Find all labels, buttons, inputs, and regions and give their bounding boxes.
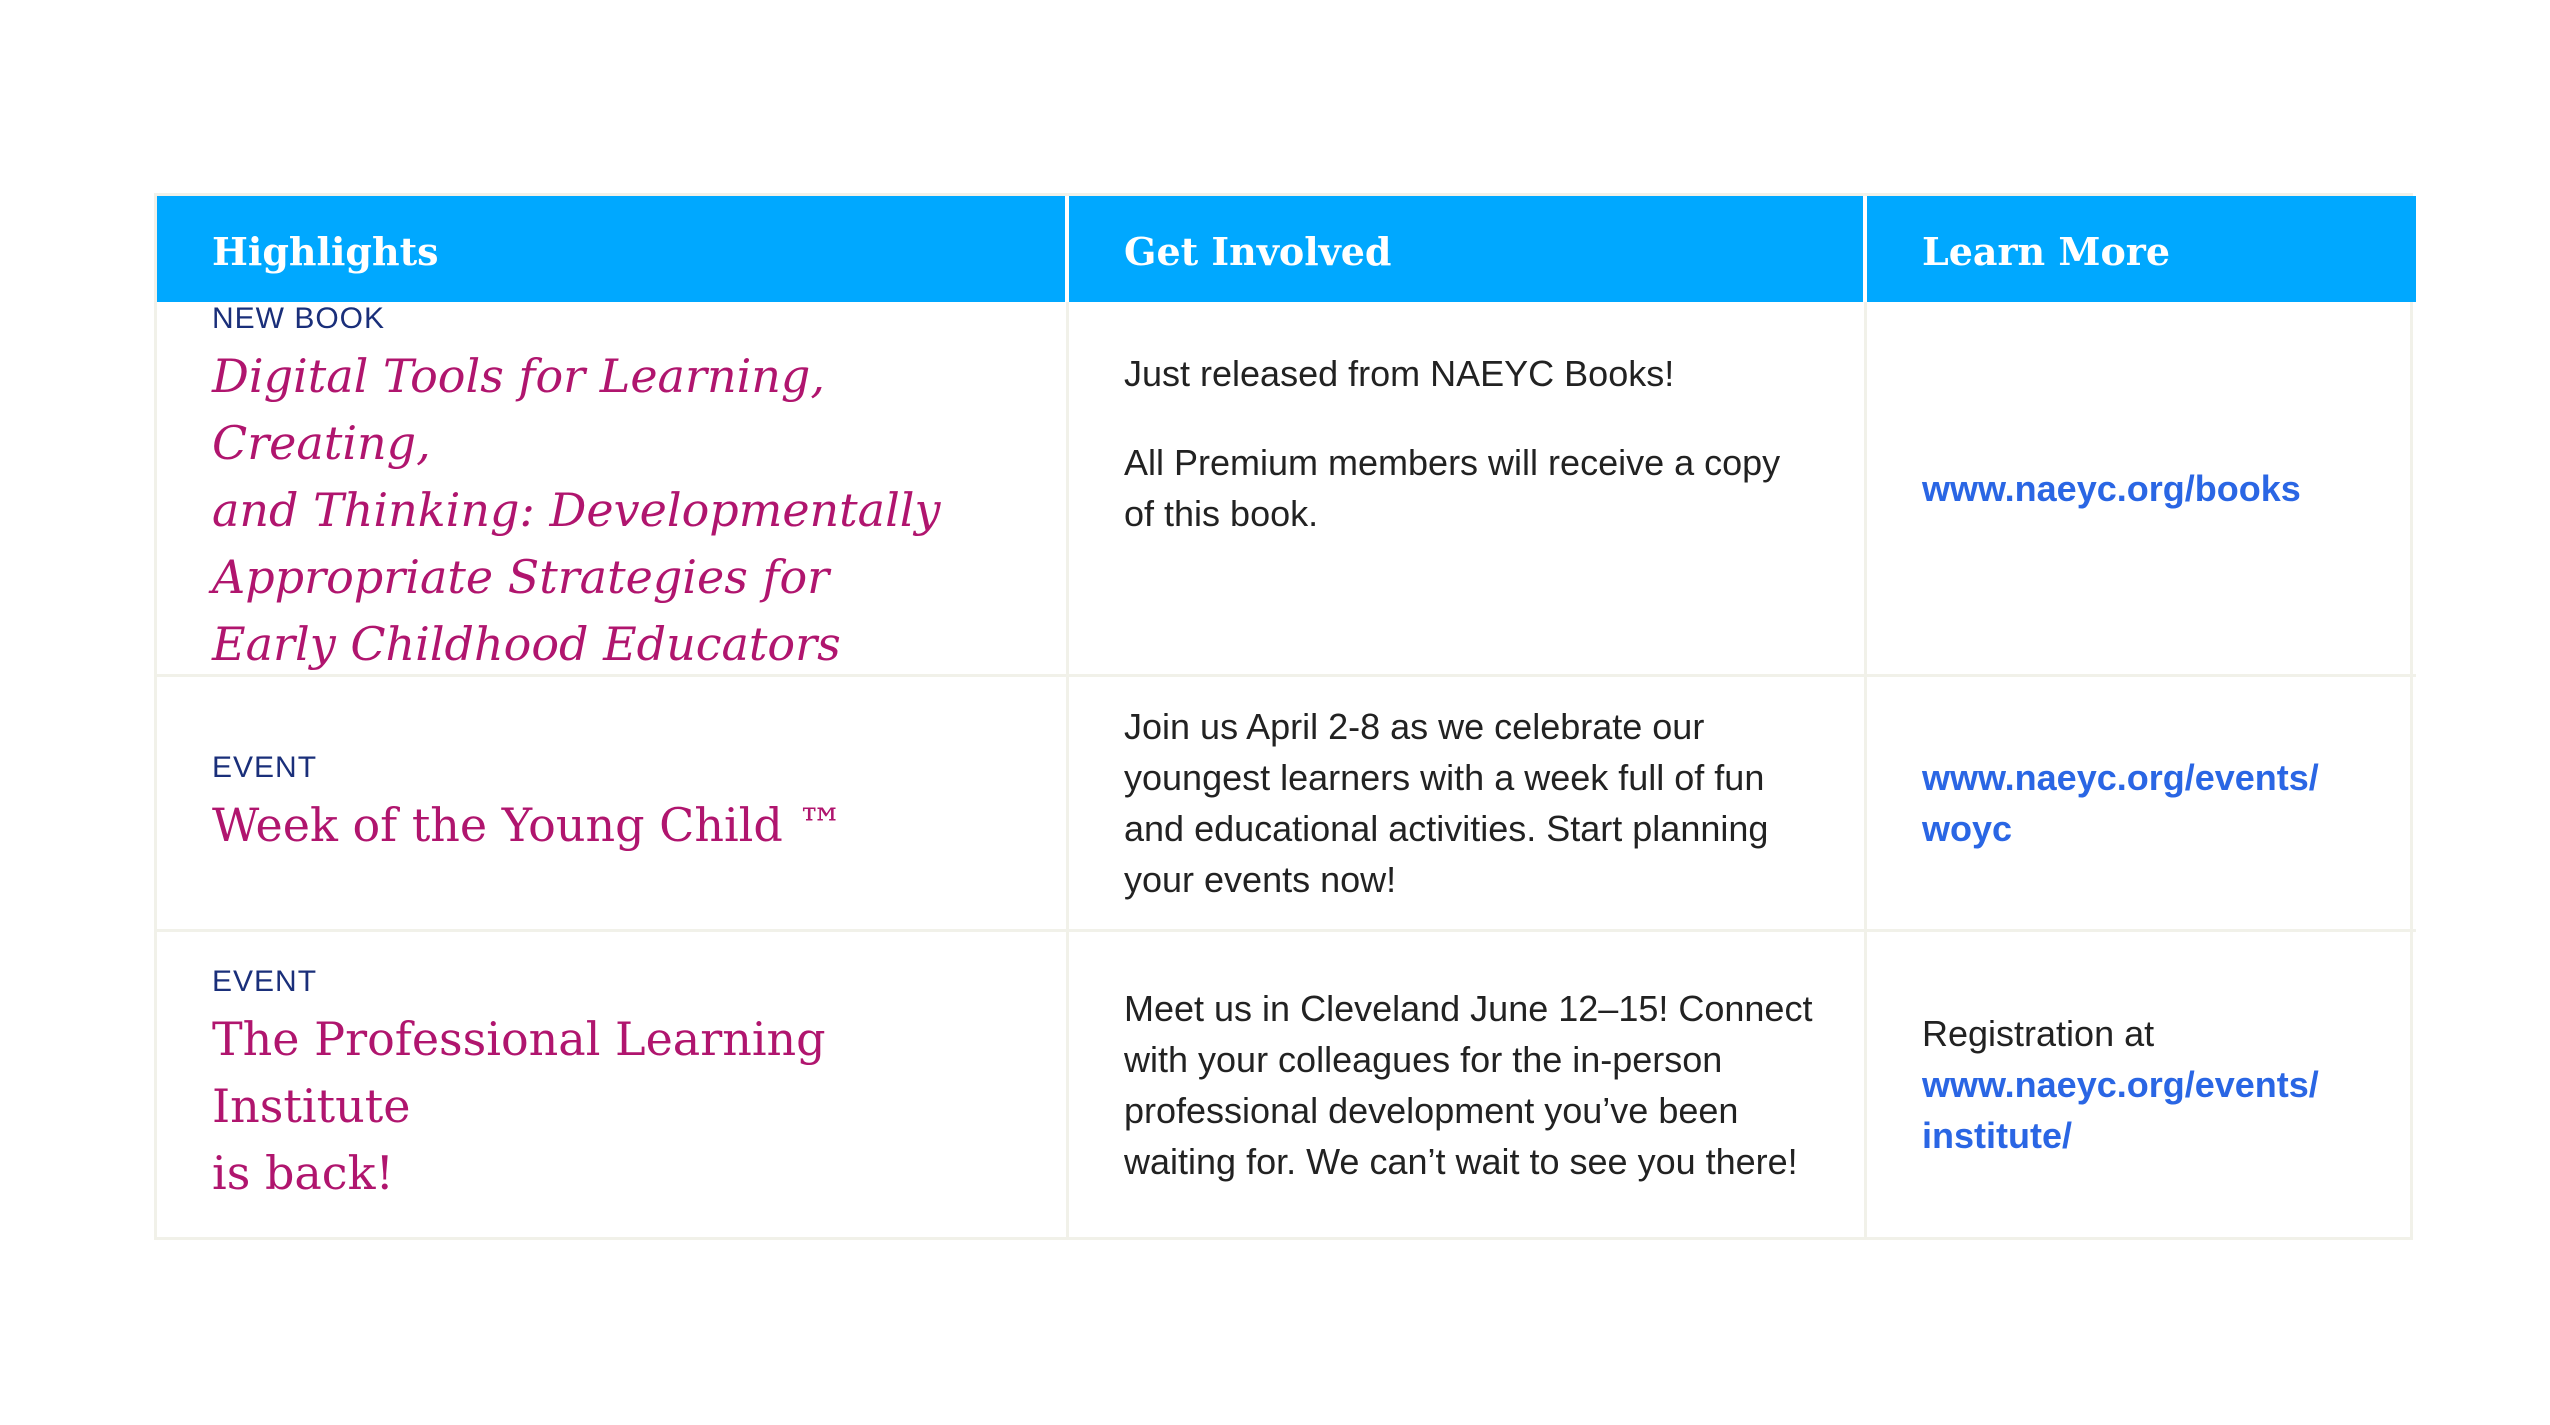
institute-link-line: www.naeyc.org/events/ bbox=[1922, 1064, 2319, 1105]
row-1-learn-more bbox=[1867, 302, 2416, 677]
row-2-highlight bbox=[157, 677, 1069, 932]
row-2-title bbox=[212, 792, 1026, 859]
row-1-title-line: Early Childhood Educators bbox=[212, 616, 841, 671]
row-2-title-line: Week of the Young Child ™ bbox=[212, 797, 844, 852]
header-get-involved: Get Involved bbox=[1069, 196, 1867, 302]
header-learn-more: Learn More bbox=[1867, 196, 2416, 302]
row-3-title-line: The Professional Learning Institute bbox=[212, 1012, 826, 1133]
registration-label: Registration at bbox=[1922, 1013, 2155, 1054]
row-3-learn-more bbox=[1867, 932, 2416, 1237]
row-3-highlight bbox=[157, 932, 1069, 1237]
institute-link[interactable] bbox=[1922, 1059, 2386, 1161]
row-2-learn-more bbox=[1867, 677, 2416, 932]
row-3-kicker: EVENT bbox=[212, 965, 318, 998]
row-1-get-involved bbox=[1069, 302, 1867, 677]
row-3-title-line: is back! bbox=[212, 1146, 394, 1200]
row-3-get-involved bbox=[1069, 932, 1867, 1237]
row-1-body-1: Just released from NAEYC Books! bbox=[1124, 353, 1675, 394]
woyc-link[interactable] bbox=[1922, 752, 2386, 854]
row-1-highlight bbox=[157, 302, 1069, 677]
header-highlights: Highlights bbox=[157, 196, 1069, 302]
row-1-kicker: NEW BOOK bbox=[212, 301, 386, 335]
row-1-title-line: Digital Tools for Learning, Creating, bbox=[212, 348, 825, 470]
row-1-body-2: All Premium members will receive a copy of this book. bbox=[1124, 442, 1781, 534]
row-1-title-line: Appropriate Strategies for bbox=[212, 549, 830, 604]
institute-link-line: institute/ bbox=[1922, 1115, 2072, 1156]
row-1-title-line: and Thinking: Developmentally bbox=[212, 482, 941, 537]
row-2-body: Join us April 2-8 as we celebrate our youngest learners with a week full of fun and educational activities. Start planning your events now! bbox=[1124, 706, 1769, 900]
row-2-kicker: EVENT bbox=[212, 750, 318, 784]
row-2-get-involved bbox=[1069, 677, 1867, 932]
woyc-link-line: woyc bbox=[1922, 808, 2013, 849]
row-3-body: Meet us in Cleveland June 12–15! Connect with your colleagues for the in-person professional development you’ve been waiting for. We can’t wait to see you there! bbox=[1124, 987, 1813, 1182]
row-1-title bbox=[212, 343, 1026, 678]
row-3-title bbox=[212, 1006, 1026, 1207]
highlights-table bbox=[154, 193, 2413, 1240]
woyc-link-line: www.naeyc.org/events/ bbox=[1922, 757, 2319, 798]
books-link[interactable]: www.naeyc.org/books bbox=[1922, 467, 2301, 509]
